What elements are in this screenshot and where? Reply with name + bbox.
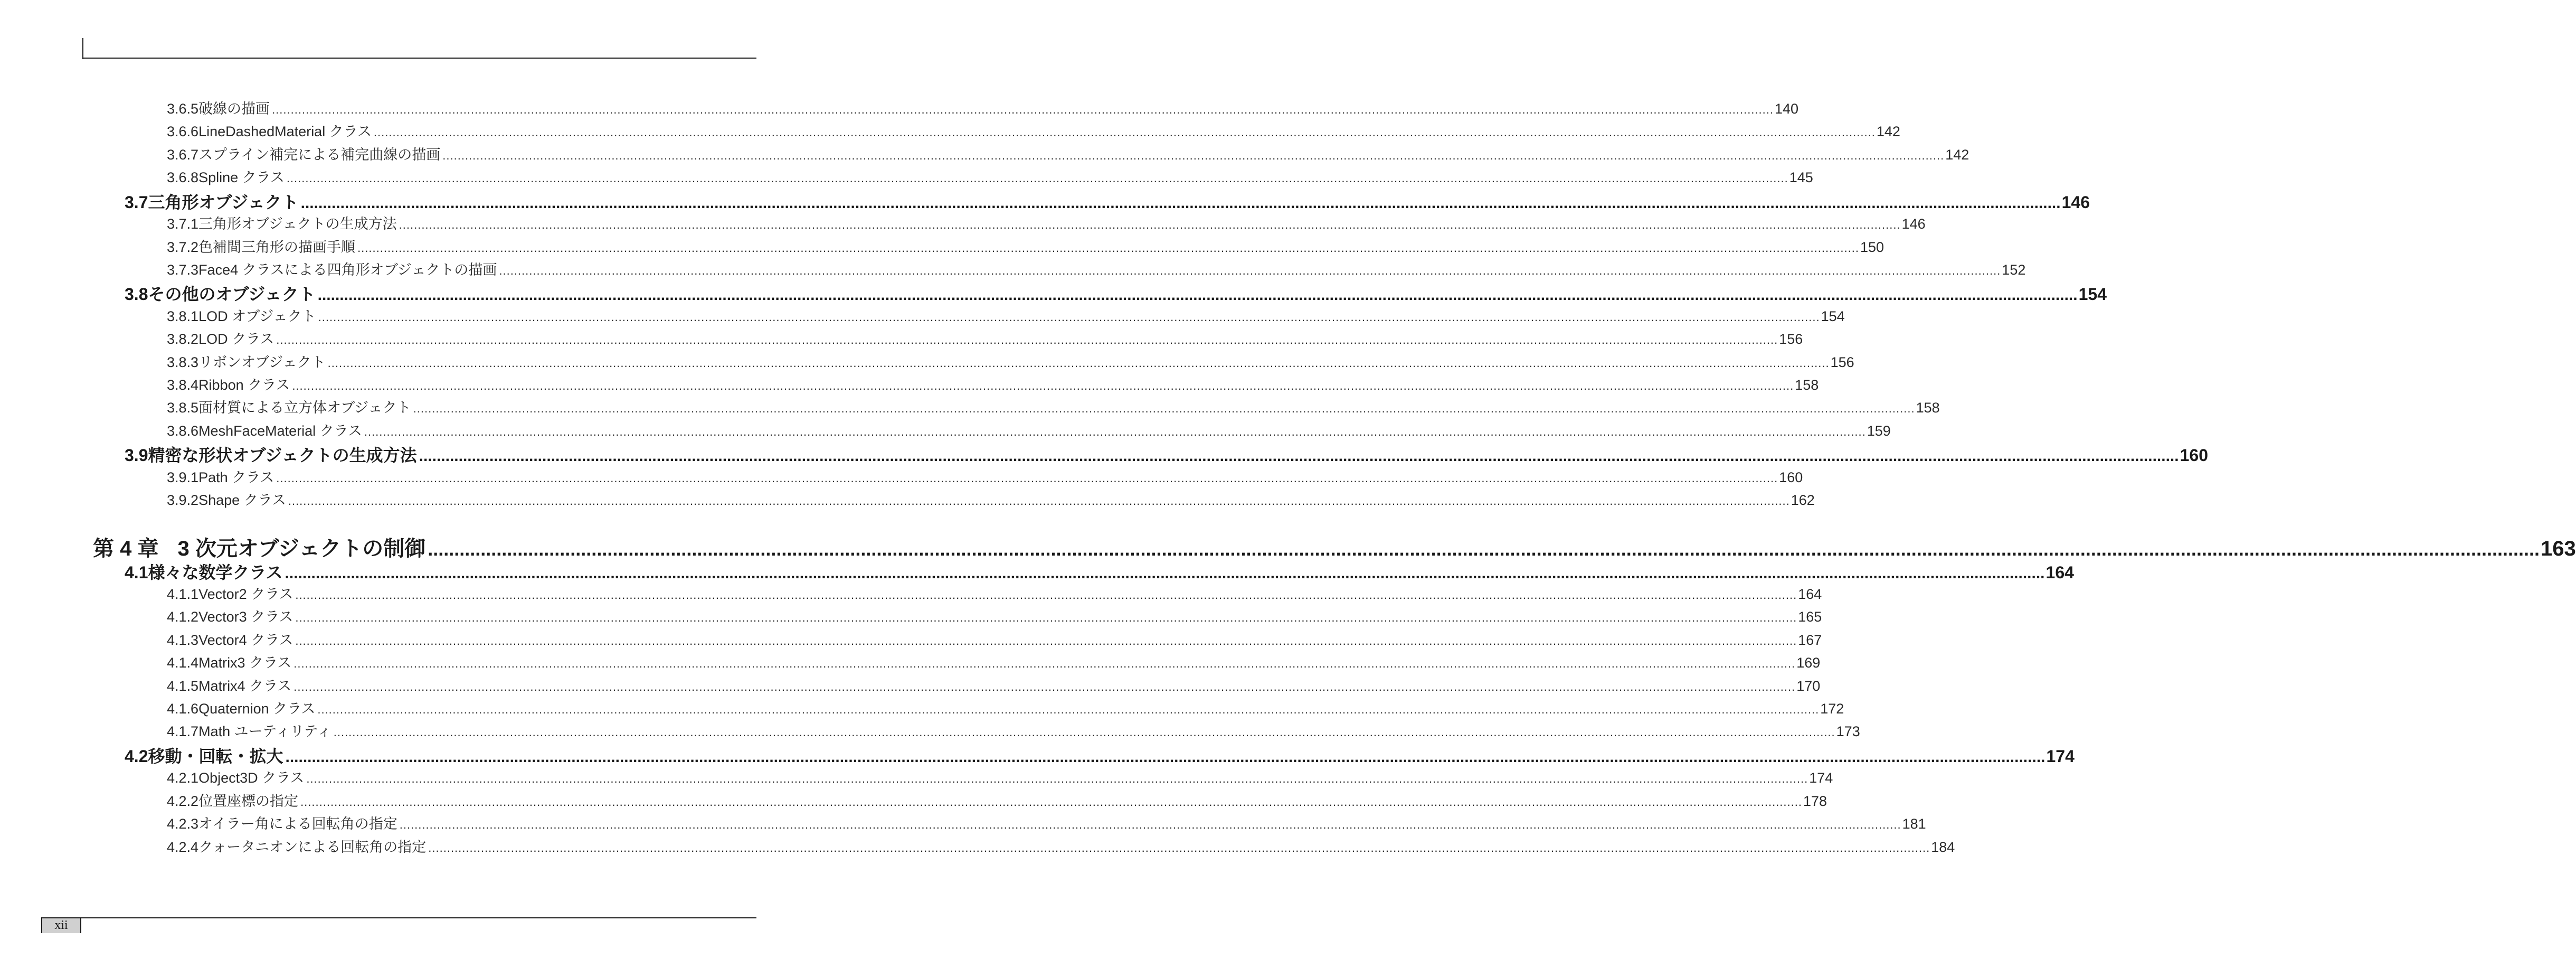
entry-title: Vector3 クラス xyxy=(198,609,293,625)
toc-subsection-entry xyxy=(167,396,1940,417)
entry-title: Ribbon クラス xyxy=(198,377,290,393)
entry-page-number: 164 xyxy=(2045,562,2074,582)
toc-subsection-entry xyxy=(167,166,1813,186)
dot-leader: ................................................................................................................................................................................................................................................................................................................................................................................................................ xyxy=(318,310,1820,324)
dot-leader: ................................................................................................................................................................................................................................................................................................................................................................................................................ xyxy=(295,588,1797,602)
entry-number: 3.8 xyxy=(125,285,148,304)
entry-page-number: 169 xyxy=(1796,655,1821,671)
entry-page-number: 142 xyxy=(1876,124,1900,140)
entry-title: Vector4 クラス xyxy=(198,632,293,648)
entry-page-number: 170 xyxy=(1796,678,1821,694)
dot-leader: ................................................................................................................................................................................................................................................................................................................................................................................................................ xyxy=(442,148,1945,162)
toc-subsection-entry xyxy=(167,212,1926,233)
entry-page-number: 146 xyxy=(1901,216,1926,232)
dot-leader: ................................................................................................................................................................................................................................................................................................................................................................................................................ xyxy=(428,841,1930,854)
entry-page-number: 173 xyxy=(1836,724,1860,740)
entry-title: LOD クラス xyxy=(198,331,274,347)
toc-section-entry xyxy=(125,442,2208,466)
entry-page-number: 172 xyxy=(1820,701,1844,717)
dot-leader: ................................................................................................................................................................................................................................................................................................................................................................................................................ xyxy=(399,818,1901,832)
entry-page-number: 165 xyxy=(1798,609,1822,625)
entry-page-number: 152 xyxy=(2002,261,2026,278)
entry-title: 移動・回転・拡大 xyxy=(148,746,283,766)
entry-number: 第 4 章 xyxy=(93,537,159,560)
toc-subsection-entry xyxy=(167,327,1803,348)
entry-number: 3.8.2 xyxy=(167,331,199,347)
entry-title: Vector2 クラス xyxy=(198,586,293,602)
toc-subsection-entry xyxy=(167,419,1891,440)
entry-number: 3.6.7 xyxy=(167,146,199,163)
entry-number: 3.7 xyxy=(125,192,148,212)
entry-page-number: 158 xyxy=(1916,400,1940,416)
entry-page-number: 162 xyxy=(1791,492,1815,509)
entry-title: Path クラス xyxy=(198,469,274,485)
entry-number: 4.1.4 xyxy=(167,655,199,671)
entry-page-number: 174 xyxy=(1809,770,1833,786)
toc-section-entry xyxy=(125,743,2075,767)
entry-title: クォータニオンによる回転角の指定 xyxy=(198,839,427,855)
entry-title: Shape クラス xyxy=(198,492,286,509)
toc-subsection-entry xyxy=(167,351,1854,371)
toc-subsection-entry xyxy=(167,236,1884,256)
dot-leader: ................................................................................................................................................................................................................................................................................................................................................................................................................ xyxy=(306,772,1808,786)
entry-page-number: 164 xyxy=(1798,586,1822,602)
entry-page-number: 160 xyxy=(1779,469,1803,485)
entry-page-number: 154 xyxy=(2078,285,2107,304)
dot-leader: ................................................................................................................................................................................................................................................................................................................................................................................................................ xyxy=(399,218,1901,232)
entry-title: 三角形オブジェクト xyxy=(148,192,299,212)
toc-subsection-entry xyxy=(167,720,1860,740)
entry-page-number: 159 xyxy=(1867,422,1891,439)
toc-subsection-entry xyxy=(167,628,1822,649)
entry-number: 3.8.6 xyxy=(167,422,199,439)
toc-subsection-entry xyxy=(167,697,1844,718)
dot-leader: ................................................................................................................................................................................................................................................................................................................................................................................................................ xyxy=(300,194,2061,212)
dot-leader: ................................................................................................................................................................................................................................................................................................................................................................................................................ xyxy=(373,126,1876,139)
entry-title: リボンオブジェクト xyxy=(198,354,326,370)
toc-subsection-entry xyxy=(167,651,1821,672)
dot-leader: ................................................................................................................................................................................................................................................................................................................................................................................................................ xyxy=(285,564,2045,582)
entry-title: スプライン補完による補完曲線の描画 xyxy=(198,146,441,163)
entry-number: 3.6.5 xyxy=(167,101,199,117)
entry-number: 3.7.3 xyxy=(167,261,199,278)
entry-number: 3.9.1 xyxy=(167,469,199,485)
entry-page-number: 154 xyxy=(1821,308,1845,324)
toc-subsection-entry xyxy=(167,583,1822,603)
entry-number: 4.1.6 xyxy=(167,701,199,717)
entry-title: Matrix4 クラス xyxy=(198,678,292,694)
dot-leader: ................................................................................................................................................................................................................................................................................................................................................................................................................ xyxy=(293,657,1796,671)
entry-page-number: 150 xyxy=(1860,239,1884,255)
dot-leader: ................................................................................................................................................................................................................................................................................................................................................................................................................ xyxy=(272,103,1774,116)
entry-title: 様々な数学クラス xyxy=(148,562,283,582)
entry-number: 3.8.4 xyxy=(167,377,199,393)
entry-page-number: 163 xyxy=(2541,537,2576,560)
dot-leader: ................................................................................................................................................................................................................................................................................................................................................................................................................ xyxy=(276,333,1778,347)
toc-subsection-entry xyxy=(167,305,1845,325)
entry-number: 4.1 xyxy=(125,562,148,582)
entry-number: 3.8.3 xyxy=(167,354,199,370)
toc-subsection-entry xyxy=(167,373,1819,394)
dot-leader: ................................................................................................................................................................................................................................................................................................................................................................................................................ xyxy=(292,379,1794,392)
toc-subsection-entry xyxy=(167,258,2026,279)
toc-subsection-entry xyxy=(167,97,1799,118)
dot-leader: ................................................................................................................................................................................................................................................................................................................................................................................................................ xyxy=(288,494,1790,508)
entry-title: Math ユーティリティ xyxy=(198,724,332,740)
entry-number: 4.2 xyxy=(125,746,148,766)
entry-page-number: 181 xyxy=(1902,816,1926,832)
entry-number: 3.9.2 xyxy=(167,492,199,509)
entry-title: 色補間三角形の描画手順 xyxy=(198,239,356,255)
dot-leader: ................................................................................................................................................................................................................................................................................................................................................................................................................ xyxy=(293,680,1796,693)
entry-page-number: 178 xyxy=(1803,793,1827,809)
entry-title: Object3D クラス xyxy=(198,770,305,786)
entry-number: 4.2.1 xyxy=(167,770,199,786)
entry-page-number: 174 xyxy=(2046,746,2075,766)
entry-page-number: 158 xyxy=(1795,377,1819,393)
header-horizontal-rule xyxy=(82,58,756,59)
entry-number: 4.2.4 xyxy=(167,839,199,855)
entry-page-number: 184 xyxy=(1931,839,1955,855)
entry-title: LineDashedMaterial クラス xyxy=(198,124,372,140)
toc-subsection-entry xyxy=(167,489,1815,509)
toc-section-entry xyxy=(125,281,2107,305)
toc-subsection-entry xyxy=(167,790,1827,810)
entry-number: 3.8.1 xyxy=(167,308,199,324)
entry-page-number: 160 xyxy=(2180,446,2208,465)
entry-page-number: 167 xyxy=(1798,632,1822,648)
toc-subsection-entry xyxy=(167,466,1803,486)
entry-number: 4.1.3 xyxy=(167,632,199,648)
dot-leader: ................................................................................................................................................................................................................................................................................................................................................................................................................ xyxy=(286,172,1788,185)
entry-title: 面材質による立方体オブジェクト xyxy=(198,400,411,416)
dot-leader: ................................................................................................................................................................................................................................................................................................................................................................................................................ xyxy=(285,748,2045,766)
dot-leader: ................................................................................................................................................................................................................................................................................................................................................................................................................ xyxy=(317,703,1820,716)
entry-title: MeshFaceMaterial クラス xyxy=(198,422,362,439)
toc-subsection-entry xyxy=(167,835,1955,856)
entry-page-number: 140 xyxy=(1774,101,1799,117)
footer-rule xyxy=(41,917,756,918)
toc-subsection-entry xyxy=(167,120,1900,140)
entry-page-number: 156 xyxy=(1779,331,1803,347)
entry-number: 4.1.1 xyxy=(167,586,199,602)
entry-number: 4.1.7 xyxy=(167,724,199,740)
entry-title: Spline クラス xyxy=(198,170,285,186)
toc-chapter-entry xyxy=(84,532,2576,562)
entry-page-number: 142 xyxy=(1945,146,1969,163)
entry-number: 4.2.3 xyxy=(167,816,199,832)
entry-number: 3.6.8 xyxy=(167,170,199,186)
entry-title: オイラー角による回転角の指定 xyxy=(198,816,397,832)
entry-page-number: 145 xyxy=(1789,170,1813,186)
entry-title: Face4 クラスによる四角形オブジェクトの描画 xyxy=(198,261,497,278)
dot-leader: ................................................................................................................................................................................................................................................................................................................................................................................................................ xyxy=(295,634,1797,647)
dot-leader: ................................................................................................................................................................................................................................................................................................................................................................................................................ xyxy=(333,726,1835,739)
page-folio: xii xyxy=(41,918,81,933)
toc-subsection-entry xyxy=(167,766,1833,787)
dot-leader: ................................................................................................................................................................................................................................................................................................................................................................................................................ xyxy=(428,538,2540,560)
entry-number: 3.6.6 xyxy=(167,124,199,140)
dot-leader: ................................................................................................................................................................................................................................................................................................................................................................................................................ xyxy=(276,471,1778,485)
entry-title: 精密な形状オブジェクトの生成方法 xyxy=(148,446,417,465)
entry-title: 三角形オブジェクトの生成方法 xyxy=(198,216,397,232)
entry-title: 位置座標の指定 xyxy=(198,793,299,809)
dot-leader: ................................................................................................................................................................................................................................................................................................................................................................................................................ xyxy=(357,241,1859,255)
dot-leader: ................................................................................................................................................................................................................................................................................................................................................................................................................ xyxy=(364,425,1866,438)
dot-leader: ................................................................................................................................................................................................................................................................................................................................................................................................................ xyxy=(317,286,2078,304)
entry-title: その他のオブジェクト xyxy=(148,285,316,304)
entry-number: 4.1.2 xyxy=(167,609,199,625)
entry-page-number: 156 xyxy=(1830,354,1854,370)
dot-leader: ................................................................................................................................................................................................................................................................................................................................................................................................................ xyxy=(413,402,1915,416)
entry-page-number: 146 xyxy=(2061,192,2090,212)
entry-number: 3.7.2 xyxy=(167,239,199,255)
dot-leader: ................................................................................................................................................................................................................................................................................................................................................................................................................ xyxy=(327,356,1830,370)
dot-leader: ................................................................................................................................................................................................................................................................................................................................................................................................................ xyxy=(419,447,2179,465)
entry-title: Matrix3 クラス xyxy=(198,655,292,671)
dot-leader: ................................................................................................................................................................................................................................................................................................................................................................................................................ xyxy=(295,611,1797,625)
entry-title: Quaternion クラス xyxy=(198,701,316,717)
toc-subsection-entry xyxy=(167,605,1822,626)
toc-subsection-entry xyxy=(167,812,1926,833)
header-vertical-rule xyxy=(82,38,83,59)
entry-title: 3 次元オブジェクトの制御 xyxy=(177,537,426,560)
entry-number: 4.2.2 xyxy=(167,793,199,809)
entry-number: 3.8.5 xyxy=(167,400,199,416)
toc-subsection-entry xyxy=(167,143,1969,164)
toc-section-entry xyxy=(125,559,2074,584)
entry-number: 4.1.5 xyxy=(167,678,199,694)
dot-leader: ................................................................................................................................................................................................................................................................................................................................................................................................................ xyxy=(499,264,2001,277)
entry-title: LOD オブジェクト xyxy=(198,308,316,324)
entry-number: 3.7.1 xyxy=(167,216,199,232)
toc-section-entry xyxy=(125,189,2090,213)
dot-leader: ................................................................................................................................................................................................................................................................................................................................................................................................................ xyxy=(300,795,1802,809)
entry-number: 3.9 xyxy=(125,446,148,465)
toc-subsection-entry xyxy=(167,674,1821,695)
entry-title: 破線の描画 xyxy=(198,101,270,117)
